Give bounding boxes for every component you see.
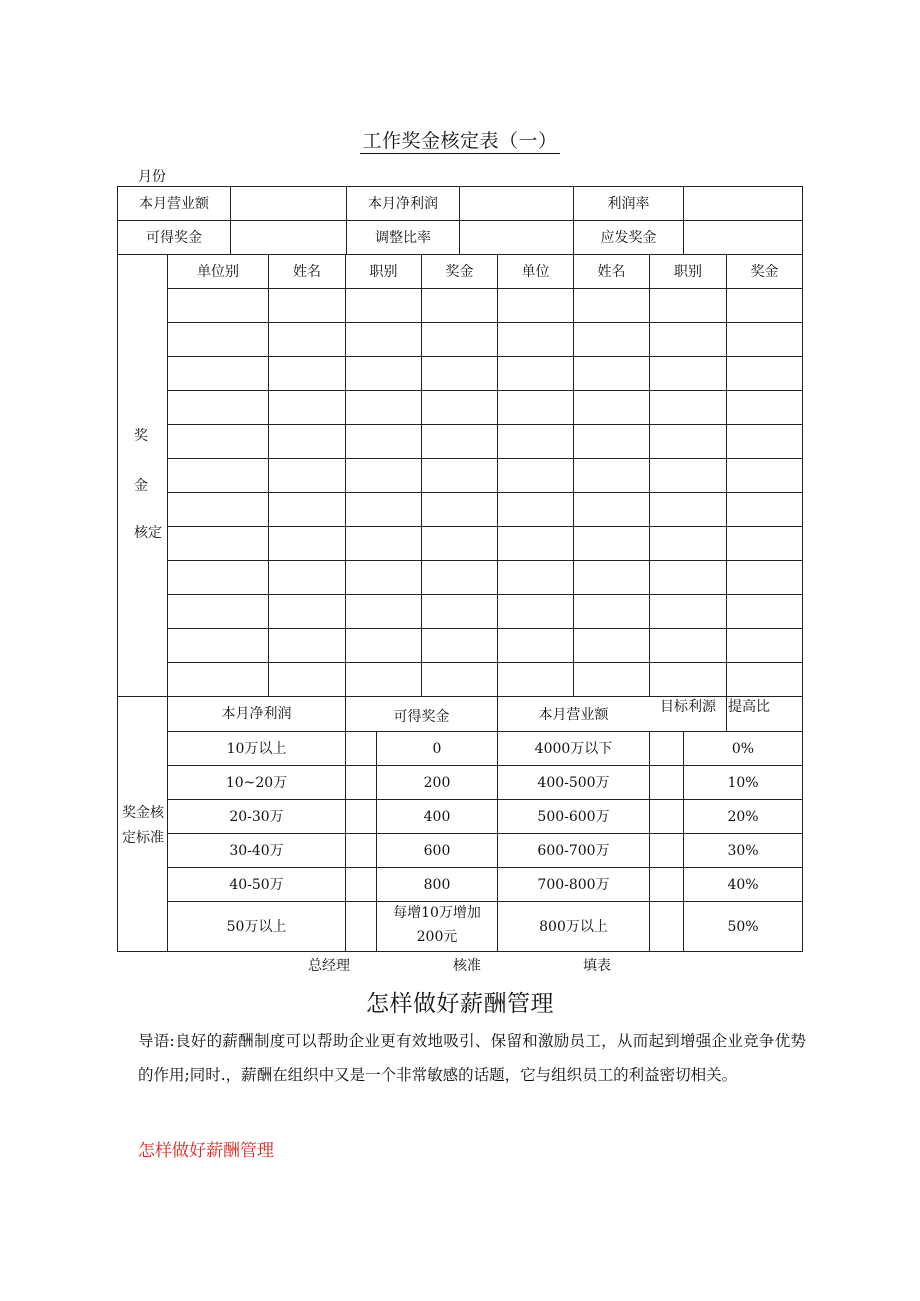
summary-label-revenue: 本月营业额 xyxy=(139,195,209,212)
bonus-entry-row[interactable] xyxy=(168,493,802,526)
month-label: 月份 xyxy=(138,169,166,185)
summary-value-adjust-ratio[interactable] xyxy=(460,221,573,254)
standard-header-available-bonus: 可得奖金 xyxy=(393,708,450,725)
standard-profit: 10~20万 xyxy=(225,774,288,791)
bonus-entry-row[interactable] xyxy=(168,629,802,662)
standard-bonus: 800 xyxy=(423,876,451,893)
standard-revenue: 4000万以下 xyxy=(534,740,613,757)
standard-rate: 10% xyxy=(727,774,759,791)
standard-bonus: 0 xyxy=(432,740,442,757)
bonus-entry-row[interactable] xyxy=(168,323,802,356)
standard-revenue: 800万以上 xyxy=(539,918,608,935)
article-intro: 导语:良好的薪酬制度可以帮助企业更有效地吸引、保留和激励员工，从而起到增强企业竞争优势的作用;同时.，薪酬在组织中又是一个非常敏感的话题，它与组织员工的利益密切相关。 xyxy=(138,1032,806,1084)
bonus-header-bonus-2: 奖金 xyxy=(750,263,779,280)
standard-bonus: 600 xyxy=(423,842,451,859)
summary-value-net-profit[interactable] xyxy=(460,187,573,220)
standard-rate: 20% xyxy=(727,808,759,825)
bonus-entry-row[interactable] xyxy=(168,289,802,322)
standard-bonus-line-1: 每增10万增加 xyxy=(393,905,481,921)
standard-revenue: 600-700万 xyxy=(537,842,610,859)
summary-value-payable-bonus[interactable] xyxy=(684,221,802,254)
summary-value-profit-rate[interactable] xyxy=(684,187,802,220)
bonus-header-position: 职别 xyxy=(369,263,398,280)
bonus-header-unit: 单位别 xyxy=(197,263,239,280)
bonus-entry-row[interactable] xyxy=(168,425,802,458)
standard-rate: 30% xyxy=(727,842,759,859)
standard-profit: 10万以上 xyxy=(226,740,287,757)
standard-revenue: 500-600万 xyxy=(537,808,610,825)
bonus-header-name-2: 姓名 xyxy=(597,263,626,280)
bonus-entry-row[interactable] xyxy=(168,527,802,560)
standard-section-label-2: 定标准 xyxy=(122,830,164,846)
standard-profit: 30-40万 xyxy=(229,842,284,859)
bonus-section-label-1: 奖 xyxy=(134,428,148,444)
summary-value-revenue[interactable] xyxy=(231,187,346,220)
bonus-header-position-2: 职别 xyxy=(674,263,702,280)
article-heading: 怎样做好薪酬管理 xyxy=(366,991,554,1017)
standard-rate: 50% xyxy=(727,918,759,935)
bonus-header-bonus: 奖金 xyxy=(445,263,474,280)
bonus-entry-row[interactable] xyxy=(168,663,802,696)
document-title: 工作奖金核定表（一） xyxy=(362,130,558,152)
standard-bonus-line-2: 200元 xyxy=(416,929,458,945)
standard-profit: 20-30万 xyxy=(229,808,284,825)
bonus-entry-row[interactable] xyxy=(168,391,802,424)
signature-approval: 核准 xyxy=(453,958,481,974)
standard-profit: 40-50万 xyxy=(229,876,284,893)
bonus-entry-row[interactable] xyxy=(168,459,802,492)
bonus-section-label-2: 金 xyxy=(134,478,148,494)
signature-general-manager: 总经理 xyxy=(308,958,350,974)
standard-revenue: 700-800万 xyxy=(537,876,610,893)
summary-label-available-bonus: 可得奖金 xyxy=(146,229,202,246)
summary-label-adjust-ratio: 调整比率 xyxy=(375,229,431,246)
standard-rate: 40% xyxy=(727,876,759,893)
standard-header-target-profit: 目标利源 xyxy=(660,699,716,715)
bonus-entry-row[interactable] xyxy=(168,561,802,594)
bonus-entry-row[interactable] xyxy=(168,595,802,628)
standard-profit: 50万以上 xyxy=(226,918,287,935)
standard-rate: 0% xyxy=(731,740,755,757)
standard-header-revenue: 本月营业额 xyxy=(538,707,609,723)
summary-value-available-bonus[interactable] xyxy=(231,221,346,254)
standard-revenue: 400-500万 xyxy=(537,774,610,791)
standard-bonus: 200 xyxy=(423,774,451,791)
standard-section-label-1: 奖金核 xyxy=(122,805,164,821)
standard-header-net-profit: 本月净利润 xyxy=(221,706,292,722)
standard-bonus: 400 xyxy=(423,808,451,825)
summary-label-net-profit: 本月净利润 xyxy=(368,195,438,212)
bonus-header-name: 姓名 xyxy=(293,263,321,280)
bonus-entry-row[interactable] xyxy=(168,357,802,390)
signature-filler: 填表 xyxy=(583,958,611,974)
summary-label-payable-bonus: 应发奖金 xyxy=(600,229,657,246)
bonus-section-label-3: 核定 xyxy=(134,525,162,541)
summary-label-profit-rate: 利润率 xyxy=(607,195,650,212)
section-heading: 怎样做好薪酬管理 xyxy=(138,1141,274,1161)
bonus-header-unit-2: 单位 xyxy=(521,263,550,280)
standard-header-increase-ratio: 提高比 xyxy=(728,699,770,715)
